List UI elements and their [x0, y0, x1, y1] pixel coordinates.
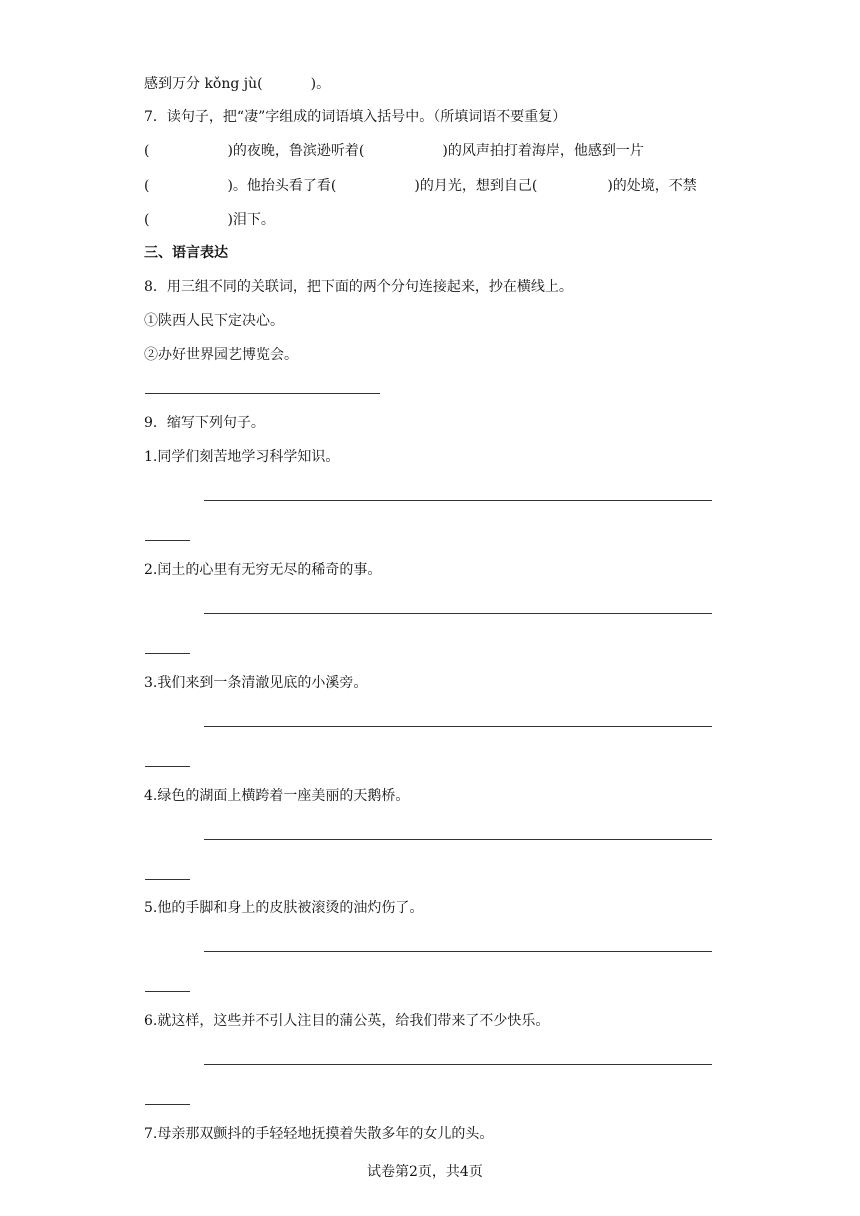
- question-9-title: 9．缩写下列句子。: [144, 415, 265, 431]
- answer-line[interactable]: [145, 393, 380, 394]
- question-9-item-3: 3.我们来到一条清澈见底的小溪旁。: [144, 675, 368, 691]
- question-8-title: 8．用三组不同的关联词，把下面的两个分句连接起来，抄在横线上。: [144, 279, 573, 295]
- answer-line[interactable]: [204, 726, 712, 727]
- answer-line[interactable]: [204, 613, 712, 614]
- answer-line-tail[interactable]: [145, 540, 190, 541]
- question-9-item-4: 4.绿色的湖面上横跨着一座美丽的天鹅桥。: [144, 788, 410, 804]
- answer-line[interactable]: [204, 1064, 712, 1065]
- question-9-item-5: 5.他的手脚和身上的皮肤被滚烫的油灼伤了。: [144, 900, 424, 916]
- section-title: 三、语言表达: [144, 245, 228, 261]
- page-footer: 试卷第2页，共4页: [367, 1164, 483, 1180]
- question-9-item-2: 2.闰土的心里有无穷无尽的稀奇的事。: [144, 562, 382, 578]
- bracket-open: (: [144, 212, 150, 228]
- answer-line[interactable]: [204, 951, 712, 952]
- question-7-line-1: [144, 142, 644, 160]
- pinyin-text: 感到万分 kǒng jù(: [144, 76, 263, 92]
- question-7-line-3: [144, 211, 275, 229]
- sentence-fragment: )的月光，想到自己(: [414, 178, 538, 194]
- question-7-title: 7．读句子，把“凄”字组成的词语填入括号中。（所填词语不要重复）: [144, 109, 567, 125]
- pinyin-line: [144, 75, 330, 93]
- question-9-item-7: 7.母亲那双颤抖的手轻轻地抚摸着失散多年的女儿的头。: [144, 1126, 494, 1142]
- bracket-open: (: [144, 143, 150, 159]
- sentence-fragment: )的风声拍打着海岸，他感到一片: [442, 143, 644, 159]
- answer-line-tail[interactable]: [145, 766, 190, 767]
- sentence-fragment: )泪下。: [227, 212, 275, 228]
- bracket-open: (: [144, 178, 150, 194]
- question-9-item-6: 6.就这样，这些并不引人注目的蒲公英，给我们带来了不少快乐。: [144, 1013, 550, 1029]
- answer-line[interactable]: [204, 839, 712, 840]
- sentence-fragment: )的处境，不禁: [607, 178, 697, 194]
- sentence-fragment: )。他抬头看了看(: [227, 178, 337, 194]
- answer-line-tail[interactable]: [145, 879, 190, 880]
- answer-line-tail[interactable]: [145, 991, 190, 992]
- question-7-line-2: [144, 177, 697, 195]
- pinyin-suffix: )。: [310, 76, 331, 92]
- answer-line[interactable]: [204, 500, 712, 501]
- question-9-item-1: 1.同学们刻苦地学习科学知识。: [144, 449, 340, 465]
- sentence-fragment: )的夜晚，鲁滨逊听着(: [227, 143, 365, 159]
- answer-line-tail[interactable]: [145, 1104, 190, 1105]
- question-8-clause-2: ②办好世界园艺博览会。: [144, 347, 298, 363]
- question-8-clause-1: ①陕西人民下定决心。: [144, 313, 284, 329]
- answer-line-tail[interactable]: [145, 653, 190, 654]
